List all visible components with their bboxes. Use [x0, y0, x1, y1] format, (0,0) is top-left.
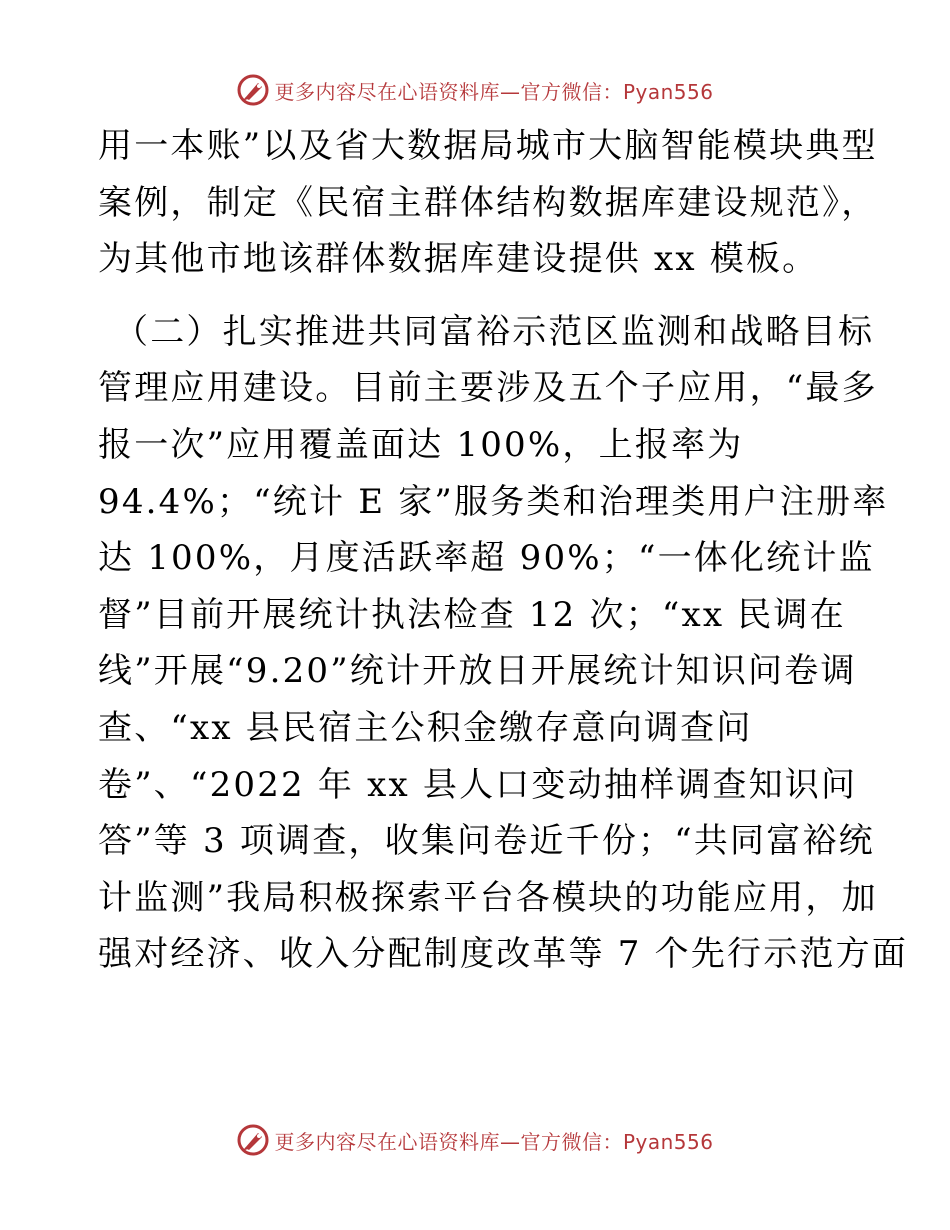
text-line: 94.4%；“统计 E 家”服务类和治理类用户注册率	[98, 481, 889, 522]
text-line: 管理应用建设。目前主要涉及五个子应用，“最多	[98, 368, 878, 409]
text-line: 报一次”应用覆盖面达 100%，上报率为	[98, 424, 744, 465]
section-heading-line: （二）扎实推进共同富裕示范区监测和战略目标	[114, 311, 875, 352]
header-banner	[0, 70, 950, 110]
banner-text: 更多内容尽在心语资料库—官方微信：Pyan556	[274, 1129, 714, 1154]
text-line: 答”等 3 项调查，收集问卷近千份；“共同富裕统	[98, 821, 875, 862]
text-line: 督”目前开展统计执法检查 12 次；“xx 民调在	[98, 594, 846, 635]
banner-text: 更多内容尽在心语资料库—官方微信：Pyan556	[274, 79, 714, 104]
text-line: 线”开展“9.20”统计开放日开展统计知识问卷调	[98, 651, 857, 692]
text-line: 案例，制定《民宿主群体结构数据库建设规范》，	[98, 182, 878, 223]
footer-banner	[0, 1120, 950, 1160]
text-line: 查、“xx 县民宿主公积金缴存意向调查问	[98, 707, 753, 748]
pen-nib-logo-icon	[236, 73, 270, 107]
text-line: 为其他市地该群体数据库建设提供 xx 模板。	[98, 239, 819, 280]
text-line: 用一本账”以及省大数据局城市大脑智能模块典型	[98, 126, 878, 166]
text-line: 达 100%，月度活跃率超 90%；“一体化统计监	[98, 538, 875, 579]
text-line: 计监测”我局积极探索平台各模块的功能应用，加	[98, 877, 878, 918]
text-line: 强对经济、收入分配制度改革等 7 个先行示范方面	[98, 934, 909, 975]
text-line: 卷”、“2022 年 xx 县人口变动抽样调查知识问	[98, 764, 858, 805]
pen-nib-logo-icon	[236, 1123, 270, 1157]
document-body	[98, 118, 909, 983]
